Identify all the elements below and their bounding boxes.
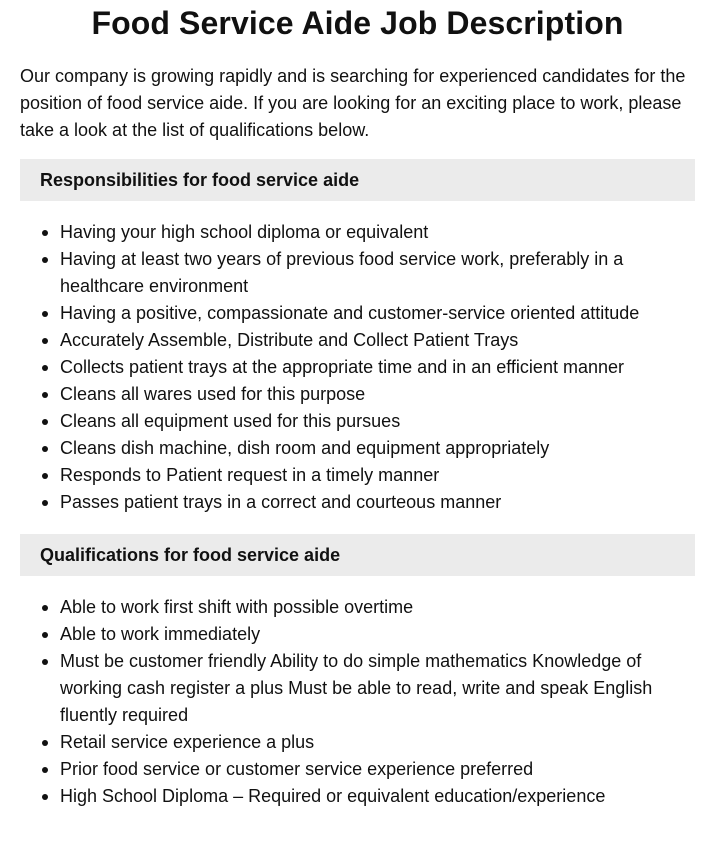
qualifications-heading: Qualifications for food service aide xyxy=(20,534,695,576)
intro-paragraph: Our company is growing rapidly and is searching for experienced candidates for the position of food service aide. If you are looking for an exciting place to work, please take a look at the list of qualifications below. xyxy=(20,66,686,140)
page-title: Food Service Aide Job Description xyxy=(91,5,624,41)
list-item: Having a positive, compassionate and customer-service oriented attitude xyxy=(60,300,695,327)
list-item: Responds to Patient request in a timely manner xyxy=(60,462,695,489)
list-item: Cleans all equipment used for this pursues xyxy=(60,408,695,435)
list-item: Retail service experience a plus xyxy=(60,729,695,756)
list-item: Cleans all wares used for this purpose xyxy=(60,381,695,408)
list-item: Able to work first shift with possible overtime xyxy=(60,594,695,621)
list-item: Accurately Assemble, Distribute and Collect Patient Trays xyxy=(60,327,695,354)
list-item: Prior food service or customer service experience preferred xyxy=(60,756,695,783)
list-item: Having at least two years of previous food service work, preferably in a healthcare environment xyxy=(60,246,695,300)
responsibilities-list xyxy=(20,219,695,516)
responsibilities-heading: Responsibilities for food service aide xyxy=(20,159,695,201)
list-item: Having your high school diploma or equivalent xyxy=(60,219,695,246)
list-item: Able to work immediately xyxy=(60,621,695,648)
list-item: Must be customer friendly Ability to do simple mathematics Knowledge of working cash register a plus Must be able to read, write and speak English fluently required xyxy=(60,648,695,729)
list-item: Cleans dish machine, dish room and equipment appropriately xyxy=(60,435,695,462)
qualifications-list xyxy=(20,594,695,810)
list-item: Collects patient trays at the appropriate time and in an efficient manner xyxy=(60,354,695,381)
list-item: High School Diploma – Required or equivalent education/experience xyxy=(60,783,695,810)
list-item: Passes patient trays in a correct and courteous manner xyxy=(60,489,695,516)
